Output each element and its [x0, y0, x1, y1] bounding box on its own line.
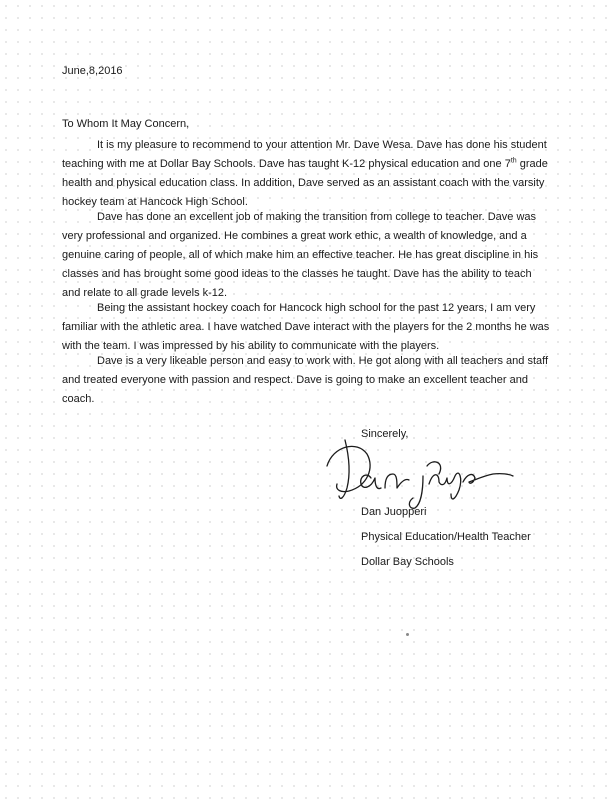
paragraph-4: Dave is a very likeable person and easy to work with. He got along with all teachers and staff and treated everyone with passion and respect. Dave is going to make an excellent teacher and coach. — [62, 355, 549, 405]
paragraph-1-text-b: grade health and physical education class. In addition, Dave served as an assistant coach with the varsity hockey team at Hancock High School. — [62, 158, 548, 208]
letter-date: June,8,2016 — [62, 65, 123, 77]
paragraph-3: Being the assistant hockey coach for Hancock high school for the past 12 years, I am very familiar with the athletic area. I have watched Dave interact with the players for the 2 months he was with the team. I was impressed by his ability to communicate with the players. — [62, 302, 550, 352]
signer-organization: Dollar Bay Schools — [361, 556, 454, 568]
salutation: To Whom It May Concern, — [62, 118, 190, 130]
handwritten-signature — [323, 428, 518, 510]
paragraph-1 — [62, 136, 552, 212]
closing: Sincerely, — [361, 428, 409, 440]
paragraph-2: Dave has done an excellent job of making the transition from college to teacher. Dave was very professional and organized. He combines a great work ethic, a wealth of knowledge, and a genuine caring of people, all of which make him an effective teacher. He has great discipline in his classes and has brought some good ideas to the classes he taught. Dave has the ability to teach and relate to all grade levels k-12. — [62, 211, 539, 299]
ordinal-suffix: th — [510, 157, 517, 165]
signer-title: Physical Education/Health Teacher — [361, 531, 531, 543]
paragraph-1-text-a: It is my pleasure to recommend to your attention Mr. Dave Wesa. Dave has done his student teaching with me at Dollar Bay Schools. Dave has taught K-12 physical education and one 7 — [62, 139, 547, 170]
signer-name: Dan Juopperi — [361, 506, 427, 518]
scan-speck — [406, 633, 409, 636]
